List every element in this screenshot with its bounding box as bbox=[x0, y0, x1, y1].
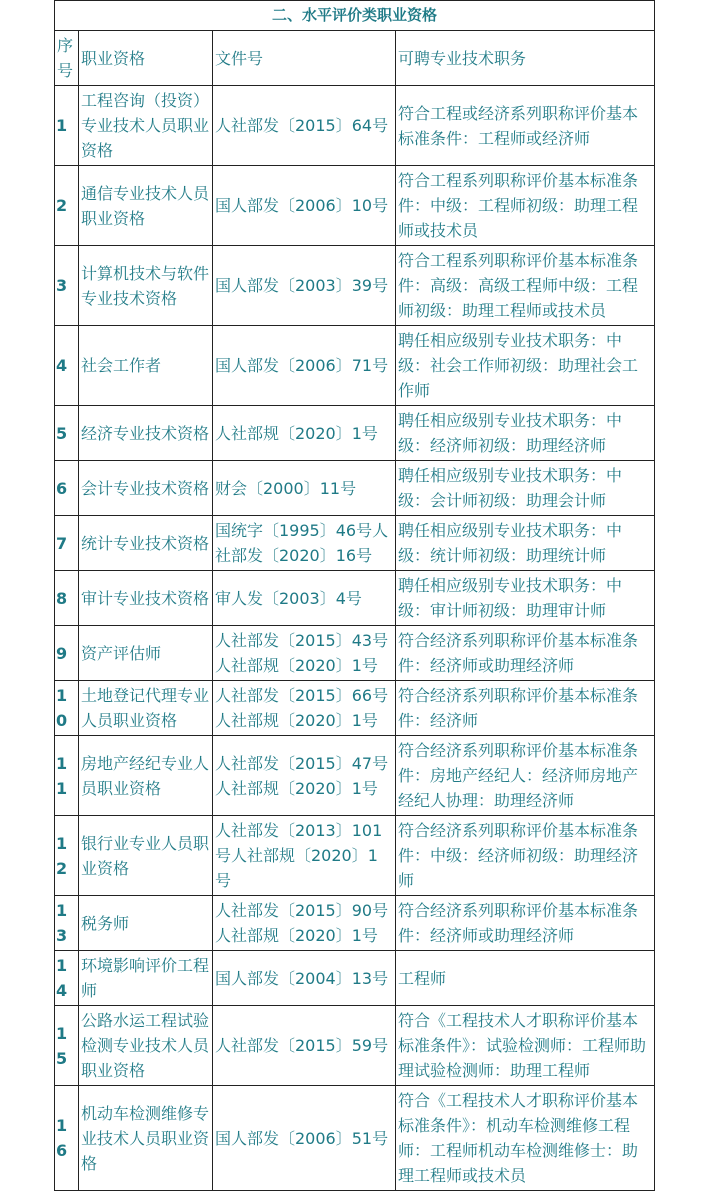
row-qualification: 资产评估师 bbox=[79, 626, 213, 681]
row-document: 人社部发〔2015〕90号人社部规〔2020〕1号 bbox=[213, 896, 396, 951]
row-qualification: 工程咨询（投资）专业技术人员职业资格 bbox=[79, 86, 213, 166]
row-number: 5 bbox=[55, 406, 79, 461]
row-post: 符合经济系列职称评价基本标准条件：经济师或助理经济师 bbox=[396, 896, 655, 951]
row-number: 3 bbox=[55, 246, 79, 326]
row-qualification: 统计专业技术资格 bbox=[79, 516, 213, 571]
row-post: 符合《工程技术人才职称评价基本标准条件》：试验检测师：工程师助理试验检测师：助理工程师 bbox=[396, 1006, 655, 1086]
row-document: 人社部规〔2020〕1号 bbox=[213, 406, 396, 461]
row-document: 人社部发〔2015〕47号人社部规〔2020〕1号 bbox=[213, 736, 396, 816]
table-row bbox=[55, 1006, 655, 1086]
row-number: 14 bbox=[55, 951, 79, 1006]
row-qualification: 机动车检测维修专业技术人员职业资格 bbox=[79, 1086, 213, 1191]
table-row bbox=[55, 736, 655, 816]
table-row bbox=[55, 1086, 655, 1191]
row-document: 财会〔2000〕11号 bbox=[213, 461, 396, 516]
row-document: 国人部发〔2006〕51号 bbox=[213, 1086, 396, 1191]
row-document: 人社部发〔2015〕59号 bbox=[213, 1006, 396, 1086]
row-number: 2 bbox=[55, 166, 79, 246]
header-no: 序号 bbox=[55, 31, 79, 86]
table-row bbox=[55, 166, 655, 246]
row-post: 符合工程系列职称评价基本标准条件：高级：高级工程师中级：工程师初级：助理工程师或技术员 bbox=[396, 246, 655, 326]
row-post: 聘任相应级别专业技术职务：中级：统计师初级：助理统计师 bbox=[396, 516, 655, 571]
table-row bbox=[55, 516, 655, 571]
table-row bbox=[55, 896, 655, 951]
table-title: 二、水平评价类职业资格 bbox=[55, 1, 655, 31]
row-qualification: 银行业专业人员职业资格 bbox=[79, 816, 213, 896]
table-row bbox=[55, 86, 655, 166]
table-row bbox=[55, 326, 655, 406]
table-row bbox=[55, 406, 655, 461]
row-post: 符合工程系列职称评价基本标准条件：中级：工程师初级：助理工程师或技术员 bbox=[396, 166, 655, 246]
row-number: 8 bbox=[55, 571, 79, 626]
row-document: 人社部发〔2015〕66号人社部规〔2020〕1号 bbox=[213, 681, 396, 736]
row-post: 符合经济系列职称评价基本标准条件：经济师 bbox=[396, 681, 655, 736]
header-qualification: 职业资格 bbox=[79, 31, 213, 86]
row-number: 6 bbox=[55, 461, 79, 516]
row-document: 人社部发〔2015〕43号人社部规〔2020〕1号 bbox=[213, 626, 396, 681]
header-post: 可聘专业技术职务 bbox=[396, 31, 655, 86]
row-number: 9 bbox=[55, 626, 79, 681]
table-row bbox=[55, 681, 655, 736]
row-document: 人社部发〔2013〕101号人社部规〔2020〕1号 bbox=[213, 816, 396, 896]
table-row bbox=[55, 951, 655, 1006]
row-qualification: 环境影响评价工程师 bbox=[79, 951, 213, 1006]
row-qualification: 经济专业技术资格 bbox=[79, 406, 213, 461]
table-row bbox=[55, 246, 655, 326]
row-qualification: 审计专业技术资格 bbox=[79, 571, 213, 626]
row-post: 符合经济系列职称评价基本标准条件：中级：经济师初级：助理经济师 bbox=[396, 816, 655, 896]
row-qualification: 计算机技术与软件专业技术资格 bbox=[79, 246, 213, 326]
row-post: 聘任相应级别专业技术职务：中级：社会工作师初级：助理社会工作师 bbox=[396, 326, 655, 406]
row-qualification: 土地登记代理专业人员职业资格 bbox=[79, 681, 213, 736]
row-qualification: 公路水运工程试验检测专业技术人员职业资格 bbox=[79, 1006, 213, 1086]
row-number: 7 bbox=[55, 516, 79, 571]
table-row bbox=[55, 571, 655, 626]
qualification-table-container bbox=[54, 0, 654, 1191]
row-document: 国人部发〔2004〕13号 bbox=[213, 951, 396, 1006]
row-number: 11 bbox=[55, 736, 79, 816]
row-qualification: 会计专业技术资格 bbox=[79, 461, 213, 516]
table-row bbox=[55, 816, 655, 896]
row-post: 符合经济系列职称评价基本标准条件：房地产经纪人：经济师房地产经纪人协理：助理经济师 bbox=[396, 736, 655, 816]
row-post: 聘任相应级别专业技术职务：中级：审计师初级：助理审计师 bbox=[396, 571, 655, 626]
row-document: 审人发〔2003〕4号 bbox=[213, 571, 396, 626]
row-post: 符合经济系列职称评价基本标准条件：经济师或助理经济师 bbox=[396, 626, 655, 681]
header-document: 文件号 bbox=[213, 31, 396, 86]
row-number: 10 bbox=[55, 681, 79, 736]
row-number: 13 bbox=[55, 896, 79, 951]
row-post: 符合工程或经济系列职称评价基本标准条件：工程师或经济师 bbox=[396, 86, 655, 166]
row-post: 工程师 bbox=[396, 951, 655, 1006]
row-document: 国人部发〔2006〕71号 bbox=[213, 326, 396, 406]
table-row bbox=[55, 626, 655, 681]
header-row bbox=[55, 31, 655, 86]
row-post: 聘任相应级别专业技术职务：中级：经济师初级：助理经济师 bbox=[396, 406, 655, 461]
row-number: 15 bbox=[55, 1006, 79, 1086]
row-qualification: 社会工作者 bbox=[79, 326, 213, 406]
qualification-table bbox=[54, 0, 655, 1191]
row-document: 国人部发〔2006〕10号 bbox=[213, 166, 396, 246]
row-document: 国人部发〔2003〕39号 bbox=[213, 246, 396, 326]
table-row bbox=[55, 461, 655, 516]
row-number: 4 bbox=[55, 326, 79, 406]
row-number: 16 bbox=[55, 1086, 79, 1191]
row-document: 人社部发〔2015〕64号 bbox=[213, 86, 396, 166]
row-number: 12 bbox=[55, 816, 79, 896]
row-qualification: 税务师 bbox=[79, 896, 213, 951]
row-document: 国统字〔1995〕46号人社部发〔2020〕16号 bbox=[213, 516, 396, 571]
row-post: 聘任相应级别专业技术职务：中级：会计师初级：助理会计师 bbox=[396, 461, 655, 516]
row-qualification: 通信专业技术人员职业资格 bbox=[79, 166, 213, 246]
row-post: 符合《工程技术人才职称评价基本标准条件》：机动车检测维修工程师：工程师机动车检测维修士：助理工程师或技术员 bbox=[396, 1086, 655, 1191]
row-qualification: 房地产经纪专业人员职业资格 bbox=[79, 736, 213, 816]
row-number: 1 bbox=[55, 86, 79, 166]
